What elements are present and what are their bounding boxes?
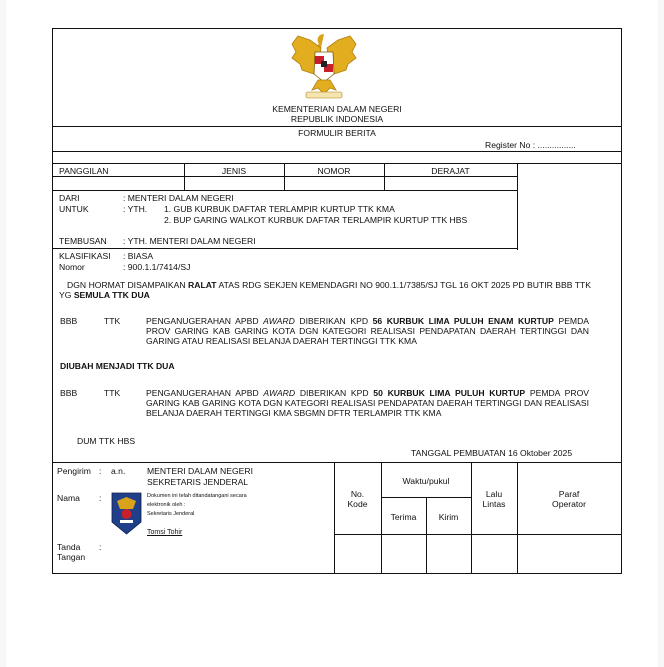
item-ttk-revised: TTK: [104, 388, 121, 398]
tembusan-label: TEMBUSAN: [59, 236, 107, 246]
column-derajat: DERAJAT: [431, 166, 470, 176]
nomor-value: : 900.1.1/7414/SJ: [123, 262, 191, 272]
klasifikasi-value: : BIASA: [123, 251, 154, 261]
pengirim-label: Pengirim: [57, 466, 91, 476]
paraf-operator-header-1: Paraf: [558, 489, 580, 499]
klasifikasi-label: KLASIFIKASI: [59, 251, 111, 261]
divider: [517, 163, 518, 250]
esign-line-3: Sekretaris Jenderal: [147, 511, 195, 517]
divider: [517, 462, 518, 574]
untuk-yth: : YTH.: [123, 204, 148, 214]
divider: [53, 126, 621, 127]
no-kode-header-1: No.: [350, 489, 365, 499]
tembusan-value: : YTH. MENTERI DALAM NEGERI: [123, 236, 256, 246]
item-ttk-original: TTK: [104, 316, 121, 326]
divider: [334, 534, 621, 535]
terima-header: Terima: [390, 512, 417, 522]
dari-label: DARI: [59, 193, 80, 203]
divider: [53, 163, 621, 164]
untuk-label: UNTUK: [59, 204, 89, 214]
sender-title-2: SEKRETARIS JENDERAL: [147, 477, 249, 487]
country-name: REPUBLIK INDONESIA: [290, 114, 384, 124]
document-page: [6, 0, 658, 667]
original-paragraph: PENGANUGERAHAN APBD AWARD DIBERIKAN KPD 56 KURBUK LIMA PULUH ENAM KURTUP PEMDA PROV GARING KAB GARING KOTA DGN KATEGORI REALISASI PENDAPATAN DAERAH TERTINGGI DAN GARING ATAU REALISASI BELANJA DAERAH TERTINGGI TTK KMA: [146, 316, 590, 346]
creation-date: TANGGAL PEMBUATAN 16 Oktober 2025: [411, 448, 573, 458]
intro-paragraph: DGN HORMAT DISAMPAIKAN RALAT ATAS RDG SEKJEN KEMENDAGRI NO 900.1.1/7385/SJ TGL 16 OKT 2025 PD BUTIR BBB TTK YG SEMULA TTK DUA: [59, 280, 591, 300]
recipient-1: 1. GUB KURBUK DAFTAR TERLAMPIR KURTUP TTK KMA: [164, 204, 395, 214]
revised-paragraph: PENGANUGERAHAN APBD AWARD DIBERIKAN KPD 50 KURBUK LIMA PULUH KURTUP PEMDA PROV GARING KAB GARING KOTA DGN KATEGORI REALISASI PENDAPATAN DAERAH TERTINGGI DAN REALISASI BELANJA DAERAH TERTINGGI KMA SBGMN DFTR TERLAMPIR TTK KMA: [146, 388, 590, 418]
kirim-header: Kirim: [438, 512, 459, 522]
ministry-logo-icon: [111, 492, 142, 535]
divider: [471, 462, 472, 574]
column-jenis: JENIS: [221, 166, 247, 176]
lalu-lintas-header-2: Lintas: [482, 499, 506, 509]
lalu-lintas-header-1: Lalu: [485, 489, 503, 499]
divider: [381, 497, 471, 498]
nomor-label: Nomor: [59, 262, 85, 272]
no-kode-header-2: Kode: [347, 499, 368, 509]
sender-title-1: MENTERI DALAM NEGERI: [147, 466, 254, 476]
divider: [53, 462, 621, 463]
tanda-label-1: Tanda: [57, 542, 81, 552]
pengirim-colon: :: [99, 466, 102, 476]
divider: [53, 176, 517, 177]
esign-line-1: Dokumen ini telah ditandatangani secara: [147, 493, 247, 499]
pengirim-an: a.n.: [111, 466, 126, 476]
dari-value: : MENTERI DALAM NEGERI: [123, 193, 234, 203]
closing-text: DUM TTK HBS: [77, 436, 136, 446]
divider: [334, 462, 335, 574]
column-nomor: NOMOR: [317, 166, 351, 176]
register-number: Register No : ................: [485, 140, 576, 150]
ministry-name: KEMENTERIAN DALAM NEGERI: [272, 104, 402, 114]
divider: [426, 497, 427, 574]
column-panggilan: PANGGILAN: [59, 166, 109, 176]
garuda-emblem: [288, 30, 360, 104]
tanda-label-2: Tangan: [57, 552, 86, 562]
nama-colon: :: [99, 493, 102, 503]
esign-line-2: elektronik oleh :: [147, 502, 186, 508]
divider: [53, 248, 517, 249]
nama-label: Nama: [57, 493, 80, 503]
tanda-colon: :: [99, 542, 102, 552]
divider: [53, 190, 517, 191]
changed-heading: DIUBAH MENJADI TTK DUA: [60, 361, 175, 371]
item-bbb-revised: BBB: [60, 388, 78, 398]
paraf-operator-header-2: Operator: [552, 499, 586, 509]
divider: [53, 151, 621, 152]
waktu-header: Waktu/pukul: [402, 476, 450, 486]
form-title: FORMULIR BERITA: [298, 128, 376, 138]
signer-name: Tomsi Tohir: [147, 529, 183, 536]
message-form: [52, 28, 622, 574]
recipient-2: 2. BUP GARING WALKOT KURBUK DAFTAR TERLAMPIR KURTUP TTK HBS: [164, 215, 468, 225]
item-bbb-original: BBB: [60, 316, 78, 326]
